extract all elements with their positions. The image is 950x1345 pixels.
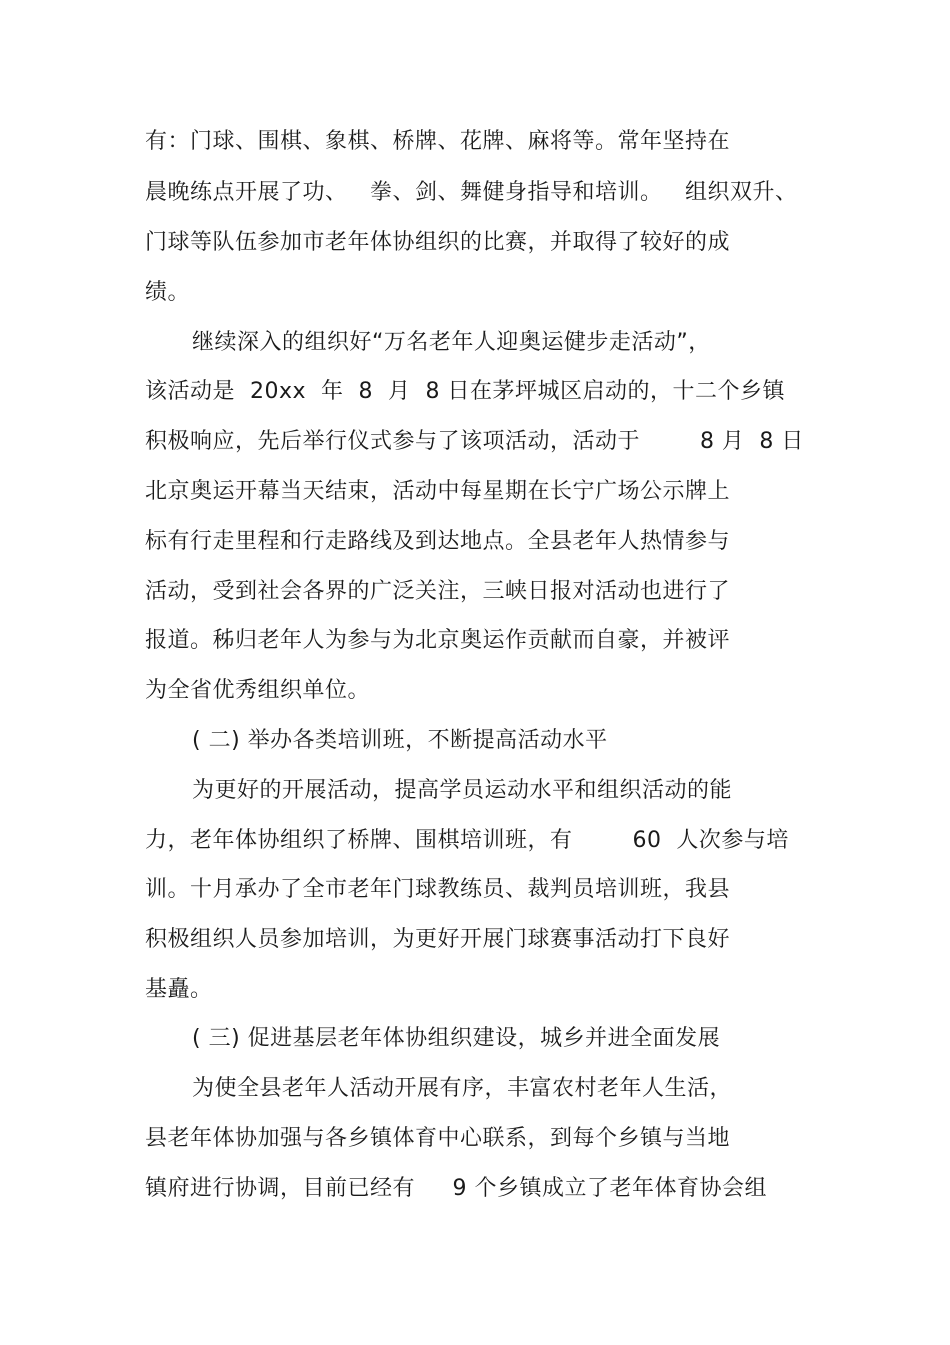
paragraph-first-line: 为使全县老年人活动开展有序，丰富农村老年人生活， — [192, 1076, 733, 1101]
section-heading: ( 二) 举办各类培训班，不断提高活动水平 — [192, 728, 608, 753]
text-line: 积极组织人员参加培训，为更好开展门球赛事活动打下良好 — [145, 927, 731, 952]
paragraph-first-line: 为更好的开展活动，提高学员运动水平和组织活动的能 — [192, 778, 733, 803]
text-line: 北京奥运开幕当天结束，活动中每星期在长宁广场公示牌上 — [145, 479, 731, 504]
text-line: 镇府进行协调，目前已经有 9 个乡镇成立了老年体育协会组 — [145, 1176, 767, 1201]
text-line: 为全省优秀组织单位。 — [145, 678, 371, 703]
text-line: 标有行走里程和行走路线及到达地点。全县老年人热情参与 — [145, 529, 731, 554]
text-line: 晨晚练点开展了功、 拳、剑、舞健身指导和培训。 组织双升、 — [145, 180, 798, 205]
text-line: 基矗。 — [145, 977, 213, 1002]
text-line: 绩。 — [145, 280, 191, 305]
text-line: 门球等队伍参加市老年体协组织的比赛，并取得了较好的成 — [145, 230, 731, 255]
section-heading: ( 三) 促进基层老年体协组织建设，城乡并进全面发展 — [192, 1026, 721, 1051]
text-line: 积极响应，先后举行仪式参与了该项活动，活动于 8 月 8 日 — [145, 429, 804, 454]
text-line: 该活动是 20xx 年 8 月 8 日在茅坪城区启动的，十二个乡镇 — [145, 379, 785, 404]
text-line: 有：门球、围棋、象棋、桥牌、花牌、麻将等。常年坚持在 — [145, 129, 731, 154]
paragraph-first-line: 继续深入的组织好“万名老年人迎奥运健步走活动”， — [192, 330, 711, 355]
text-line: 报道。秭归老年人为参与为北京奥运作贡献而自豪，并被评 — [145, 628, 731, 653]
text-line: 活动，受到社会各界的广泛关注，三峡日报对活动也进行了 — [145, 579, 731, 604]
text-line: 训。十月承办了全市老年门球教练员、裁判员培训班，我县 — [145, 877, 731, 902]
text-line: 力，老年体协组织了桥牌、围棋培训班，有 60 人次参与培 — [145, 828, 789, 853]
text-line: 县老年体协加强与各乡镇体育中心联系，到每个乡镇与当地 — [145, 1126, 731, 1151]
